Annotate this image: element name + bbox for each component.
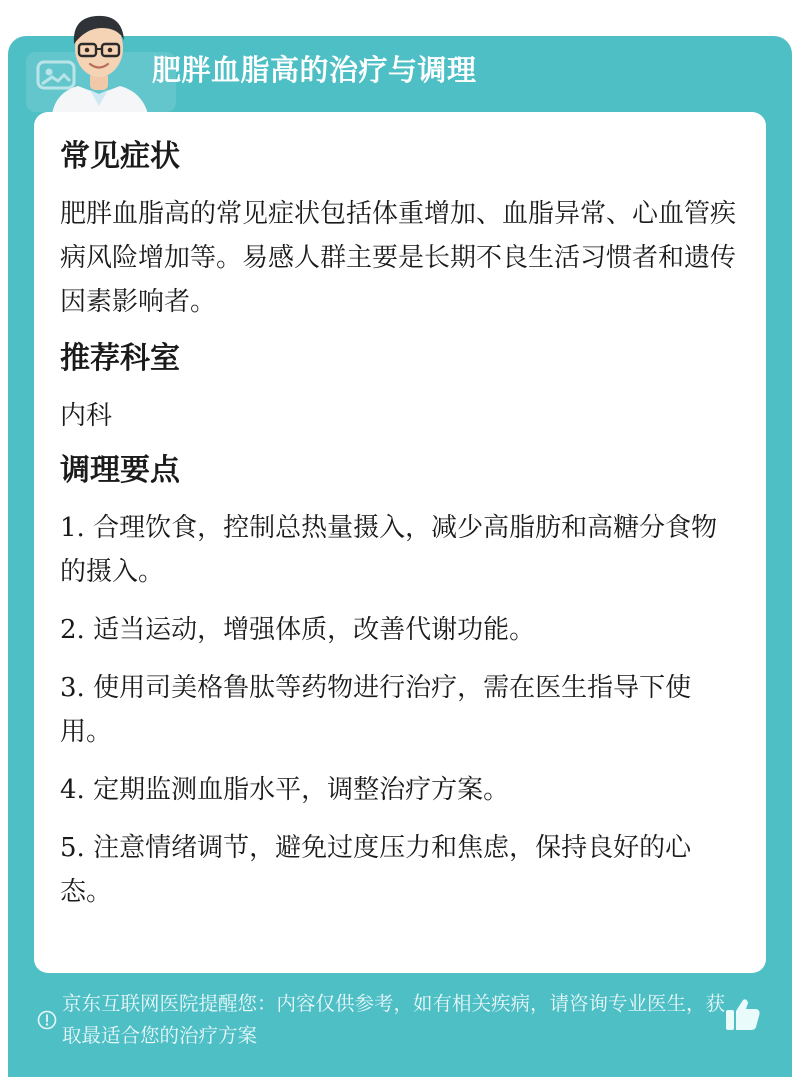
list-number: 1. (60, 513, 85, 543)
list-text: 使用司美格鲁肽等药物进行治疗，需在医生指导下使用。 (60, 673, 692, 747)
care-title: 调理要点 (60, 453, 180, 488)
page-title: 肥胖血脂高的治疗与调理 (152, 53, 477, 87)
list-text: 注意情绪调节，避免过度压力和焦虑，保持良好的心态。 (60, 833, 692, 907)
care-list-item (60, 608, 740, 652)
list-number: 3. (60, 673, 85, 703)
care-list-item (60, 768, 740, 812)
symptoms-text: 肥胖血脂高的常见症状包括体重增加、血脂异常、心血管疾病风险增加等。易感人群主要是长期不良生活习惯者和遗传因素影响者。 (60, 199, 737, 317)
doctor-avatar (44, 6, 154, 114)
list-number: 4. (60, 775, 85, 805)
list-text: 合理饮食，控制总热量摄入，减少高脂肪和高糖分食物的摄入。 (60, 513, 718, 587)
care-list-item (60, 666, 740, 754)
department-text: 内科 (60, 401, 113, 431)
list-text: 定期监测血脂水平，调整治疗方案。 (84, 775, 510, 805)
info-icon (37, 1010, 57, 1030)
symptoms-title: 常见症状 (60, 139, 180, 174)
department-title: 推荐科室 (60, 341, 180, 376)
care-list-item (60, 506, 740, 594)
info-card (34, 112, 766, 973)
thumbs-up-icon[interactable] (724, 996, 762, 1032)
care-list-item (60, 826, 740, 914)
disclaimer-notice: 京东互联网医院提醒您：内容仅供参考，如有相关疾病，请咨询专业医生，获取最适合您的治疗方案 (62, 992, 726, 1047)
list-text: 适当运动，增强体质，改善代谢功能。 (84, 615, 536, 645)
card-content (60, 136, 740, 928)
list-number: 2. (60, 615, 85, 645)
list-number: 5. (60, 833, 85, 863)
